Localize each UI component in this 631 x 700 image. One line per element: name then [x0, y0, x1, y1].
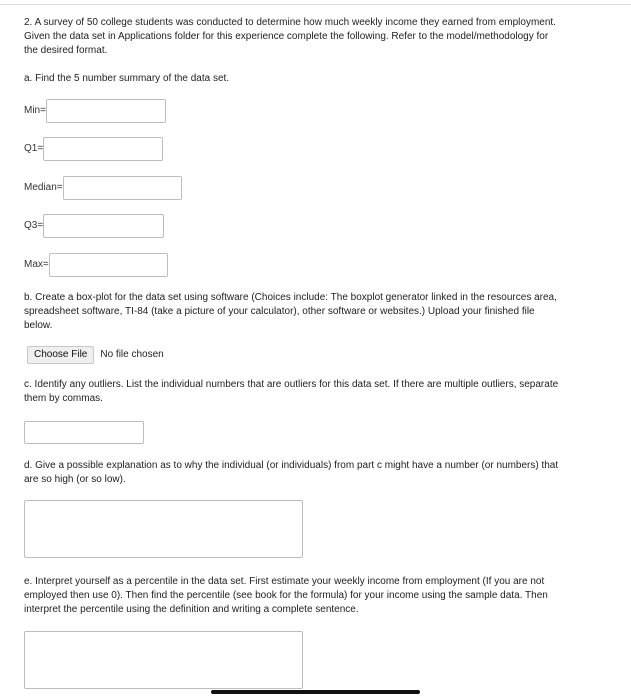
top-divider [0, 4, 631, 5]
part-b-prompt: b. Create a box-plot for the data set using software (Choices include: The boxplot generator linked in the resources area, spreadsheet software, TI-84 (take a picture of your calculator), other software or websites.) Upload your finished file below. [24, 292, 557, 331]
part-e-prompt: e. Interpret yourself as a percentile in the data set. First estimate your weekly income from employment (If you are not employed then use 0). Then find the percentile (see book for the formula) for your income using the sample data. Then interpret the percentile using the definition and writing a complete sentence. [24, 576, 548, 615]
min-row [24, 99, 166, 123]
choose-file-button[interactable]: Choose File [27, 346, 94, 364]
question-intro: 2. A survey of 50 college students was conducted to determine how much weekly income they earned from employment. Given the data set in Applications folder for this experience complete the following. Refer to the model/methodology for the desired format. [24, 17, 556, 56]
median-row [24, 176, 182, 200]
file-upload [27, 346, 164, 364]
q1-label: Q1= [24, 143, 44, 154]
median-input[interactable] [63, 176, 182, 200]
part-d-prompt: d. Give a possible explanation as to why the individual (or individuals) from part c might have a number (or numbers) that are so high (or so low). [24, 460, 559, 485]
max-input[interactable] [49, 253, 168, 277]
outliers-input[interactable] [24, 421, 144, 444]
explanation-textarea[interactable] [24, 500, 303, 558]
q3-input[interactable] [43, 214, 164, 238]
part-c-prompt: c. Identify any outliers. List the individual numbers that are outliers for this data set. If there are multiple outliers, separate them by commas. [24, 379, 559, 404]
min-input[interactable] [46, 99, 166, 123]
percentile-textarea[interactable] [24, 631, 303, 689]
part-a-prompt: a. Find the 5 number summary of the data set. [24, 73, 230, 84]
file-status: No file chosen [100, 349, 164, 360]
q1-row [24, 137, 163, 161]
max-row [24, 253, 168, 277]
q1-input[interactable] [43, 137, 163, 161]
min-label: Min= [24, 105, 46, 116]
median-label: Median= [24, 182, 63, 193]
q3-row [24, 214, 164, 238]
home-indicator [211, 690, 420, 694]
max-label: Max= [24, 259, 49, 270]
q3-label: Q3= [24, 220, 44, 231]
